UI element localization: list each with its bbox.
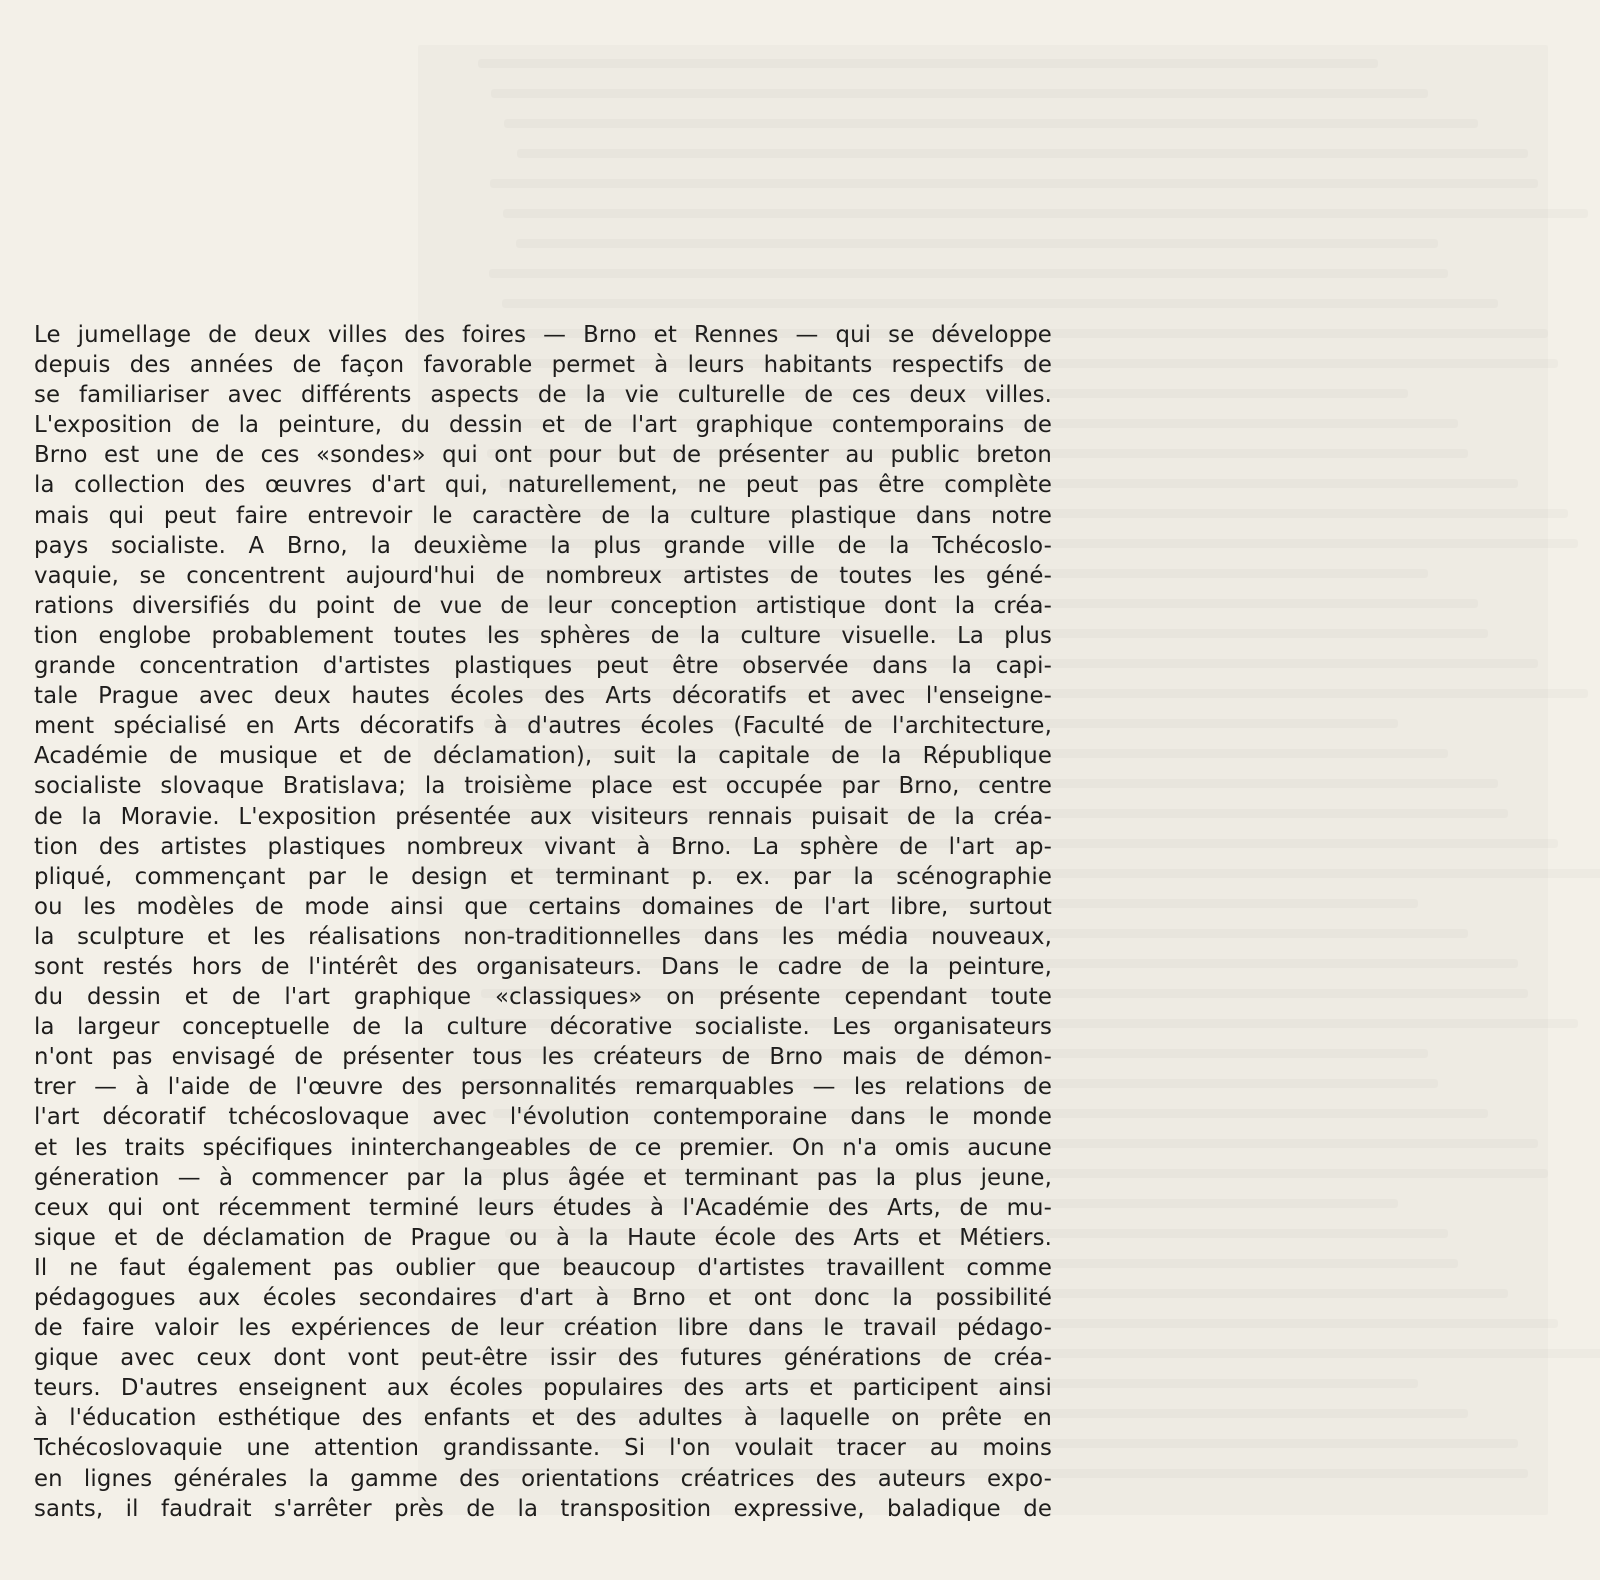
text-line: ment spécialisé en Arts décoratifs à d'autres écoles (Faculté de l'architecture, [34,713,1052,740]
show-through-line [491,89,1428,98]
text-line: géneration — à commencer par la plus âgée et terminant pas la plus jeune, [34,1164,1052,1191]
text-line: L'exposition de la peinture, du dessin et de l'art graphique contemporains de [34,412,1052,439]
text-line: socialiste slovaque Bratislava; la troisième place est occupée par Brno, centre [34,773,1052,800]
show-through-line [504,119,1478,128]
show-through-line [489,269,1448,278]
text-line: la collection des œuvres d'art qui, naturellement, ne peut pas être complète [34,472,1052,499]
show-through-line [478,59,1378,68]
body-text [34,320,1052,1524]
text-line: de la Moravie. L'exposition présentée aux visiteurs rennais puisait de la créa- [34,803,1052,830]
text-line: n'ont pas envisagé de présenter tous les créateurs de Brno mais de démon- [34,1044,1052,1071]
show-through-line [490,179,1538,188]
text-line: du dessin et de l'art graphique «classiques» on présente cependant toute [34,984,1052,1011]
text-line: Le jumellage de deux villes des foires — Brno et Rennes — qui se développe [34,322,1052,348]
text-line: la largeur conceptuelle de la culture décorative socialiste. Les organisateurs [34,1014,1052,1041]
text-line: en lignes générales la gamme des orientations créatrices des auteurs expo- [34,1465,1052,1492]
text-line: la sculpture et les réalisations non-traditionnelles dans les média nouveaux, [34,923,1052,950]
text-line: mais qui peut faire entrevoir le caractère de la culture plastique dans notre [34,502,1052,529]
text-line: ou les modèles de mode ainsi que certains domaines de l'art libre, surtout [34,893,1052,920]
text-line: rations diversifiés du point de vue de leur conception artistique dont la créa- [34,592,1052,619]
text-line: Académie de musique et de déclamation), suit la capitale de la République [34,743,1052,770]
text-line: sants, il faudrait s'arrêter près de la transposition expressive, baladique de [34,1495,1052,1522]
text-line: tale Prague avec deux hautes écoles des Arts décoratifs et avec l'enseigne- [34,683,1052,710]
text-line: Brno est une de ces «sondes» qui ont pour but de présenter au public breton [34,442,1052,469]
text-line: trer — à l'aide de l'œuvre des personnalités remarquables — les relations de [34,1074,1052,1101]
text-line: Tchécoslovaquie une attention grandissante. Si l'on voulait tracer au moins [34,1435,1052,1462]
text-line: vaquie, se concentrent aujourd'hui de nombreux artistes de toutes les géné- [34,562,1052,589]
show-through-line [516,239,1438,248]
show-through-line [517,149,1528,158]
text-line: tion englobe probablement toutes les sphères de la culture visuelle. La plus [34,622,1052,649]
text-line: à l'éducation esthétique des enfants et des adultes à laquelle on prête en [34,1405,1052,1432]
text-line: de faire valoir les expériences de leur création libre dans le travail pédago- [34,1315,1052,1342]
show-through-line [503,209,1588,218]
text-line: pliqué, commençant par le design et terminant p. ex. par la scénographie [34,863,1052,890]
text-line: tion des artistes plastiques nombreux vivant à Brno. La sphère de l'art ap- [34,833,1052,860]
text-line: gique avec ceux dont vont peut-être issir des futures générations de créa- [34,1345,1052,1372]
text-line: depuis des années de façon favorable permet à leurs habitants respectifs de [34,352,1052,379]
text-line: Il ne faut également pas oublier que beaucoup d'artistes travaillent comme [34,1254,1052,1281]
text-line: sique et de déclamation de Prague ou à la Haute école des Arts et Métiers. [34,1224,1052,1251]
text-line: pays socialiste. A Brno, la deuxième la plus grande ville de la Tchécoslo- [34,532,1052,559]
show-through-line [502,299,1498,308]
text-line: pédagogues aux écoles secondaires d'art à Brno et ont donc la possibilité [34,1285,1052,1311]
text-line: sont restés hors de l'intérêt des organisateurs. Dans le cadre de la peinture, [34,953,1052,980]
text-line: teurs. D'autres enseignent aux écoles populaires des arts et participent ainsi [34,1375,1052,1402]
text-line: ceux qui ont récemment terminé leurs études à l'Académie des Arts, de mu- [34,1194,1052,1221]
text-line: grande concentration d'artistes plastiques peut être observée dans la capi- [34,653,1052,680]
text-line: se familiariser avec différents aspects de la vie culturelle de ces deux villes. [34,382,1052,409]
text-line: l'art décoratif tchécoslovaque avec l'évolution contemporaine dans le monde [34,1104,1052,1131]
text-line: et les traits spécifiques ininterchangeables de ce premier. On n'a omis aucune [34,1134,1052,1161]
